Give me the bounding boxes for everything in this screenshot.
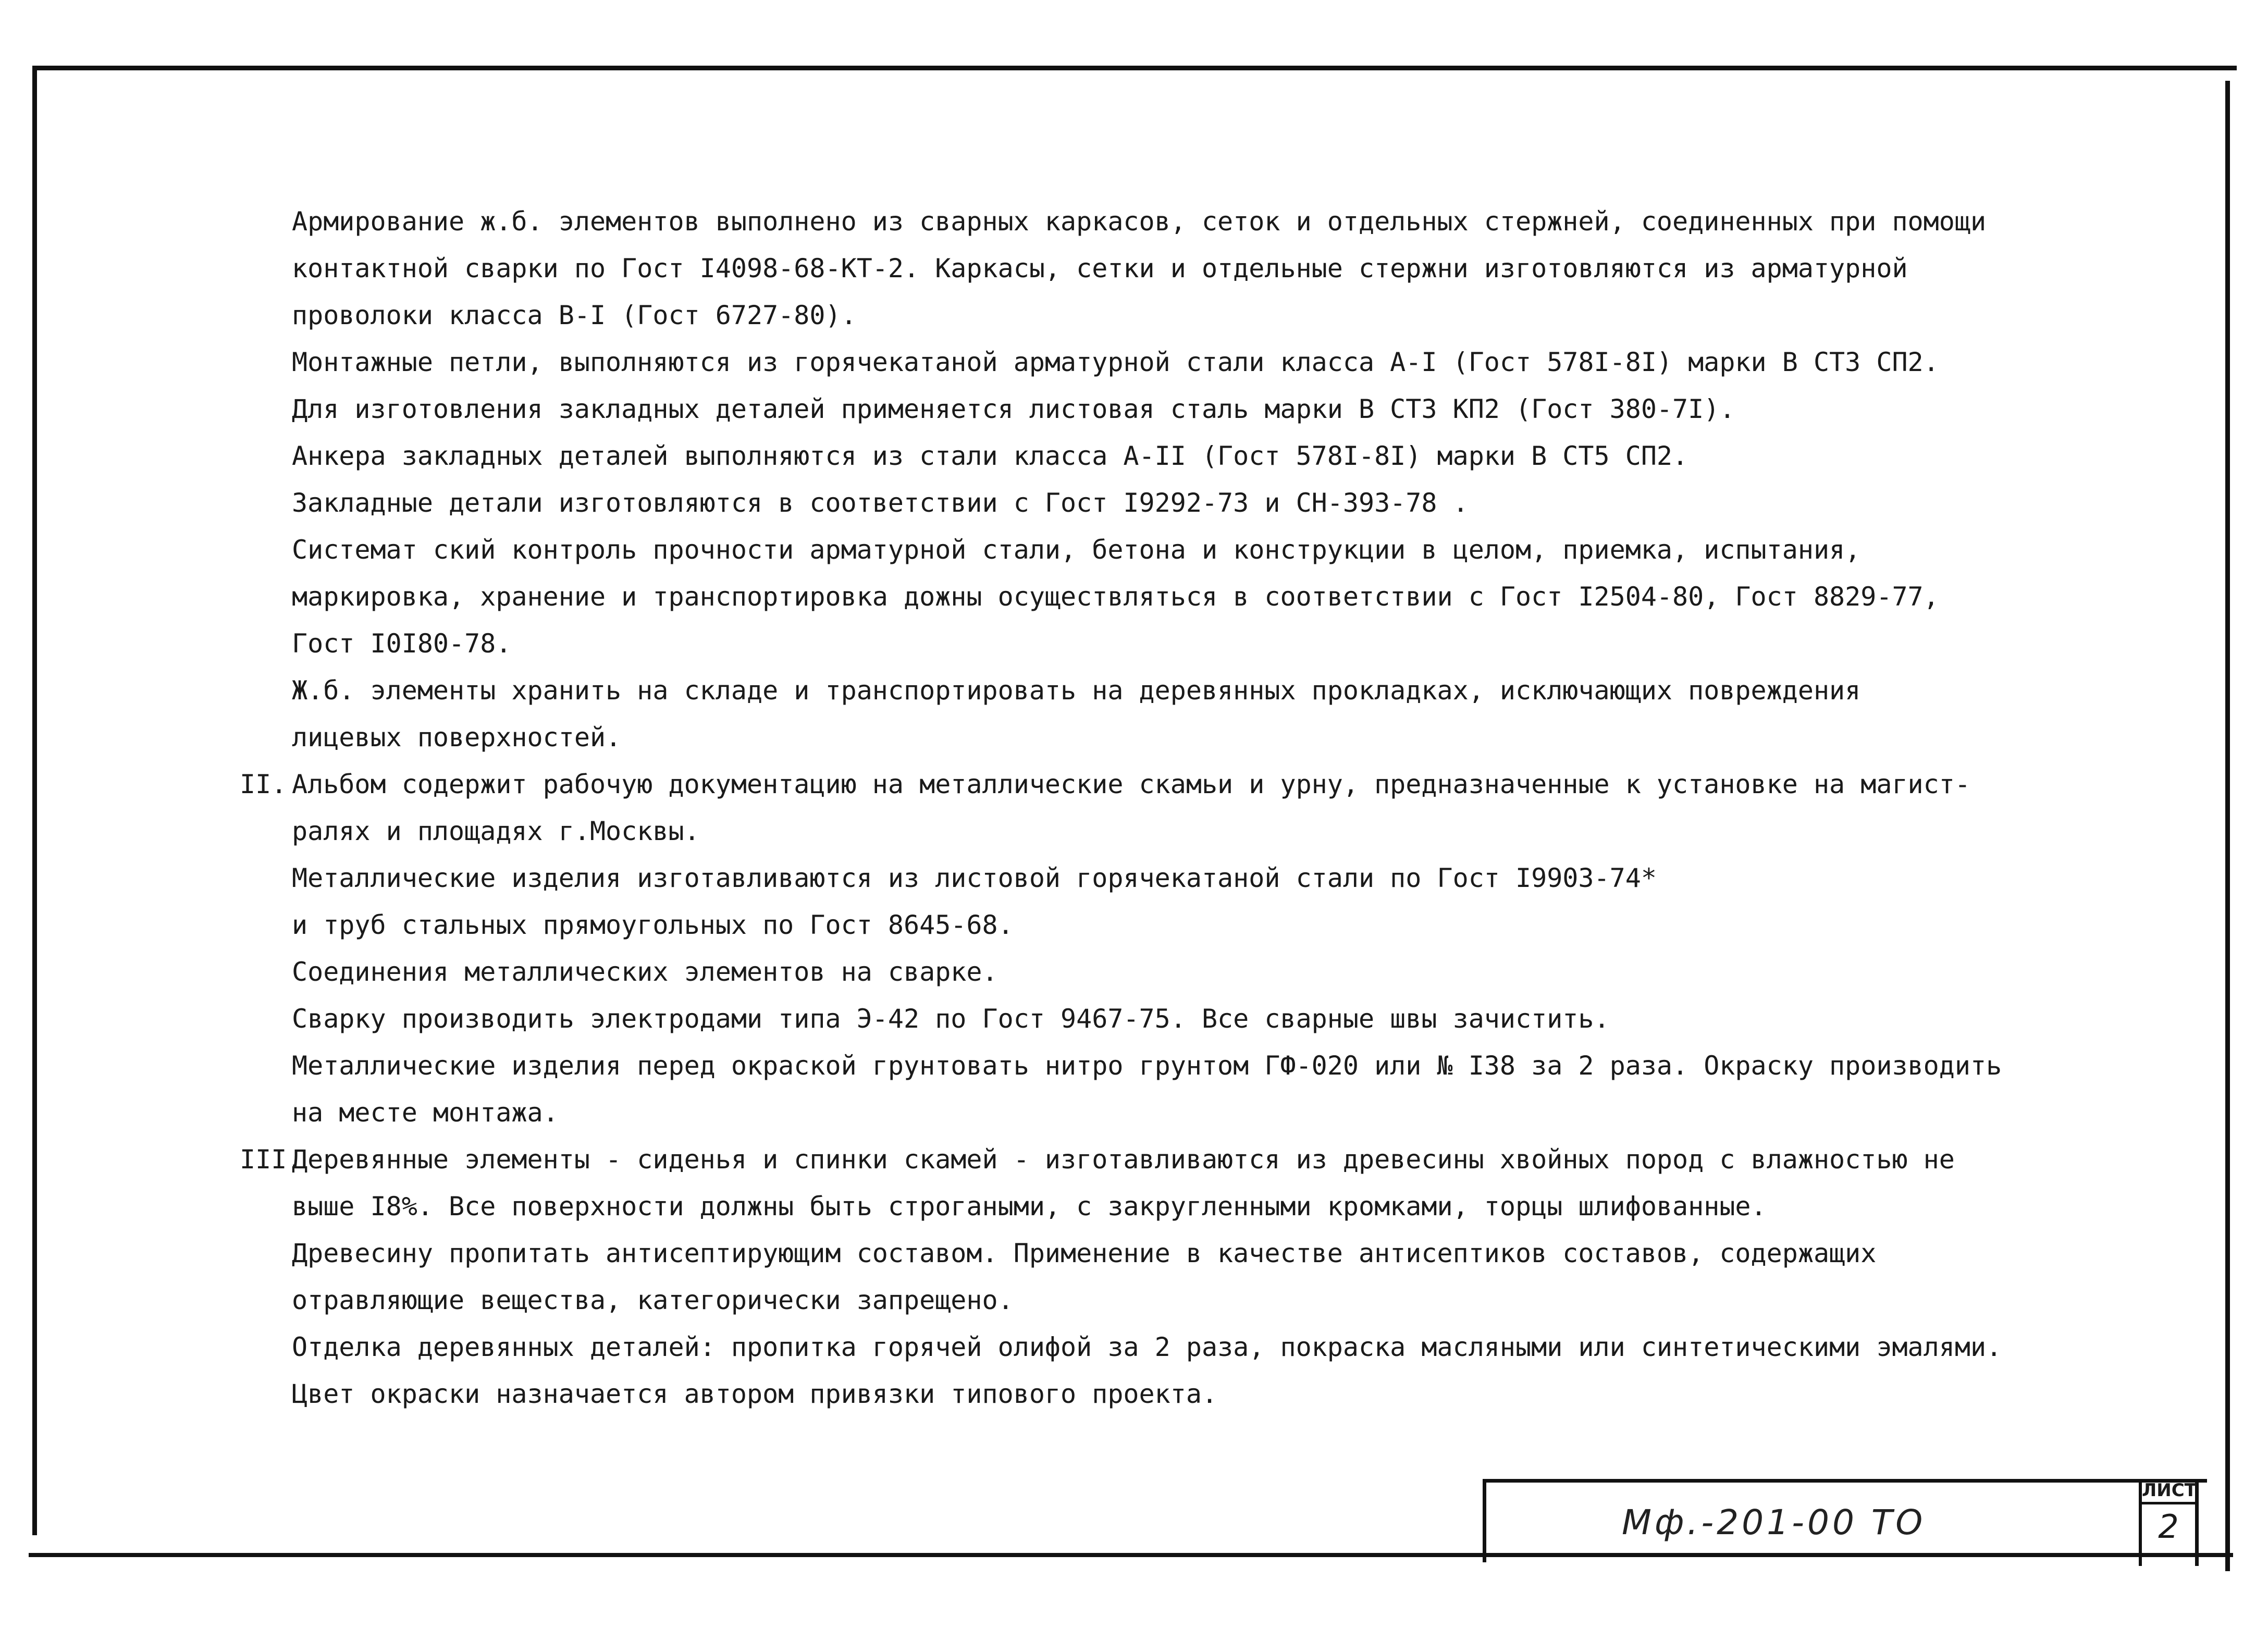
- text-line: [292, 479, 2116, 526]
- sheet-number: 2: [2158, 1508, 2179, 1546]
- text-line: [292, 1230, 2116, 1277]
- text-line-content: Гост I0I80-78.: [292, 628, 512, 659]
- text-line-content: выше I8%. Все поверхности должны быть строгаными, с закругленными кромками, торцы шлифованные.: [292, 1191, 1767, 1222]
- text-line-content: Отделка деревянных деталей: пропитка горячей олифой за 2 раза, покраска масляными или синтетическими эмалями.: [292, 1332, 2002, 1362]
- text-line: [292, 808, 2116, 855]
- text-line: [292, 433, 2116, 479]
- text-line-content: Соединения металлических элементов на сварке.: [292, 957, 998, 987]
- section-number: II.: [240, 769, 287, 799]
- text-line-content: маркировка, хранение и транспортировка дожны осуществляться в соответствии с Гост I2504-80, Гост 8829-77,: [292, 582, 1939, 612]
- sheet-cell: [2139, 1479, 2199, 1566]
- section-number: III.: [240, 1144, 303, 1175]
- text-line-content: Сварку производить электродами типа Э-42 по Гост 9467-75. Все сварные швы зачистить.: [292, 1004, 1610, 1034]
- text-line-content: Системат ский контроль прочности арматурной стали, бетона и конструкции в целом, приемка, испытания,: [292, 535, 1861, 565]
- text-line-content: Армирование ж.б. элементов выполнено из сварных каркасов, сеток и отдельных стержней, соединенных при помощи: [292, 206, 1987, 237]
- text-line-content: ралях и площадях г.Москвы.: [292, 816, 700, 846]
- text-line-content: на месте монтажа.: [292, 1097, 559, 1128]
- text-line-content: Монтажные петли, выполняются из горячекатаной арматурной стали класса А-I (Гост 578I-8I) марки В СТ3 СП2.: [292, 347, 1939, 377]
- text-line-content: проволоки класса В-I (Гост 6727-80).: [292, 300, 857, 330]
- text-line-content: Анкера закладных деталей выполняются из стали класса А-II (Гост 578I-8I) марки В СТ5 СП2.: [292, 441, 1688, 471]
- text-line: [292, 526, 2116, 573]
- text-line: [292, 714, 2116, 761]
- frame-left-line: [32, 66, 37, 1535]
- text-line: [292, 902, 2116, 948]
- text-line-content: Альбом содержит рабочую документацию на металлические скамьи и урну, предназначенные к установке на магист-: [292, 769, 1970, 799]
- notes-body: [240, 198, 2116, 1417]
- text-line-content: Ж.б. элементы хранить на складе и транспортировать на деревянных прокладках, исключающих повреждения: [292, 675, 1861, 706]
- text-line: [240, 1136, 2116, 1183]
- text-line-content: Металлические изделия перед окраской грунтовать нитро грунтом ГФ-020 или № I38 за 2 раза. Окраску производить: [292, 1051, 2002, 1081]
- text-line: [292, 667, 2116, 714]
- text-line: [292, 1183, 2116, 1230]
- text-line-content: Металлические изделия изготавливаются из листовой горячекатаной стали по Гост I9903-74*: [292, 863, 1657, 893]
- text-line: [292, 339, 2116, 386]
- text-line: [292, 292, 2116, 339]
- text-line: [292, 1277, 2116, 1324]
- text-line: [292, 245, 2116, 292]
- text-line: [292, 620, 2116, 667]
- title-block: [1483, 1479, 2207, 1562]
- sheet-label: ЛИСТ: [2142, 1479, 2195, 1504]
- text-line: [292, 1042, 2116, 1089]
- text-line: [292, 1324, 2116, 1371]
- text-line: [292, 1371, 2116, 1417]
- text-line-content: Для изготовления закладных деталей применяется листовая сталь марки В СТ3 КП2 (Гост 380-7I).: [292, 394, 1735, 424]
- text-line: [292, 198, 2116, 245]
- text-line-content: Закладные детали изготовляются в соответствии с Гост I9292-73 и СН-393-78 .: [292, 488, 1469, 518]
- text-line-content: и труб стальных прямоугольных по Гост 8645-68.: [292, 910, 1014, 940]
- text-line-content: Деревянные элементы - сиденья и спинки скамей - изготавливаются из древесины хвойных пород с влажностью не: [292, 1144, 1955, 1175]
- frame-top-line: [32, 66, 2237, 70]
- document-code: Мф.-201-00 ТО: [1622, 1502, 1926, 1543]
- text-line: [292, 855, 2116, 902]
- text-line: [292, 995, 2116, 1042]
- text-line-content: Древесину пропитать антисептирующим составом. Применение в качестве антисептиков составов, содержащих: [292, 1238, 1877, 1268]
- text-line: [292, 1089, 2116, 1136]
- text-line-content: контактной сварки по Гост I4098-68-КТ-2. Каркасы, сетки и отдельные стержни изготовляются из арматурной: [292, 253, 1908, 283]
- text-line: [240, 761, 2116, 808]
- text-line: [292, 948, 2116, 995]
- text-line: [292, 386, 2116, 433]
- frame-right-line: [2225, 81, 2230, 1571]
- text-line: [292, 573, 2116, 620]
- text-line-content: лицевых поверхностей.: [292, 722, 622, 752]
- text-line-content: отравляющие вещества, категорически запрещено.: [292, 1285, 1014, 1315]
- text-line-content: Цвет окраски назначается автором привязки типового проекта.: [292, 1379, 1218, 1409]
